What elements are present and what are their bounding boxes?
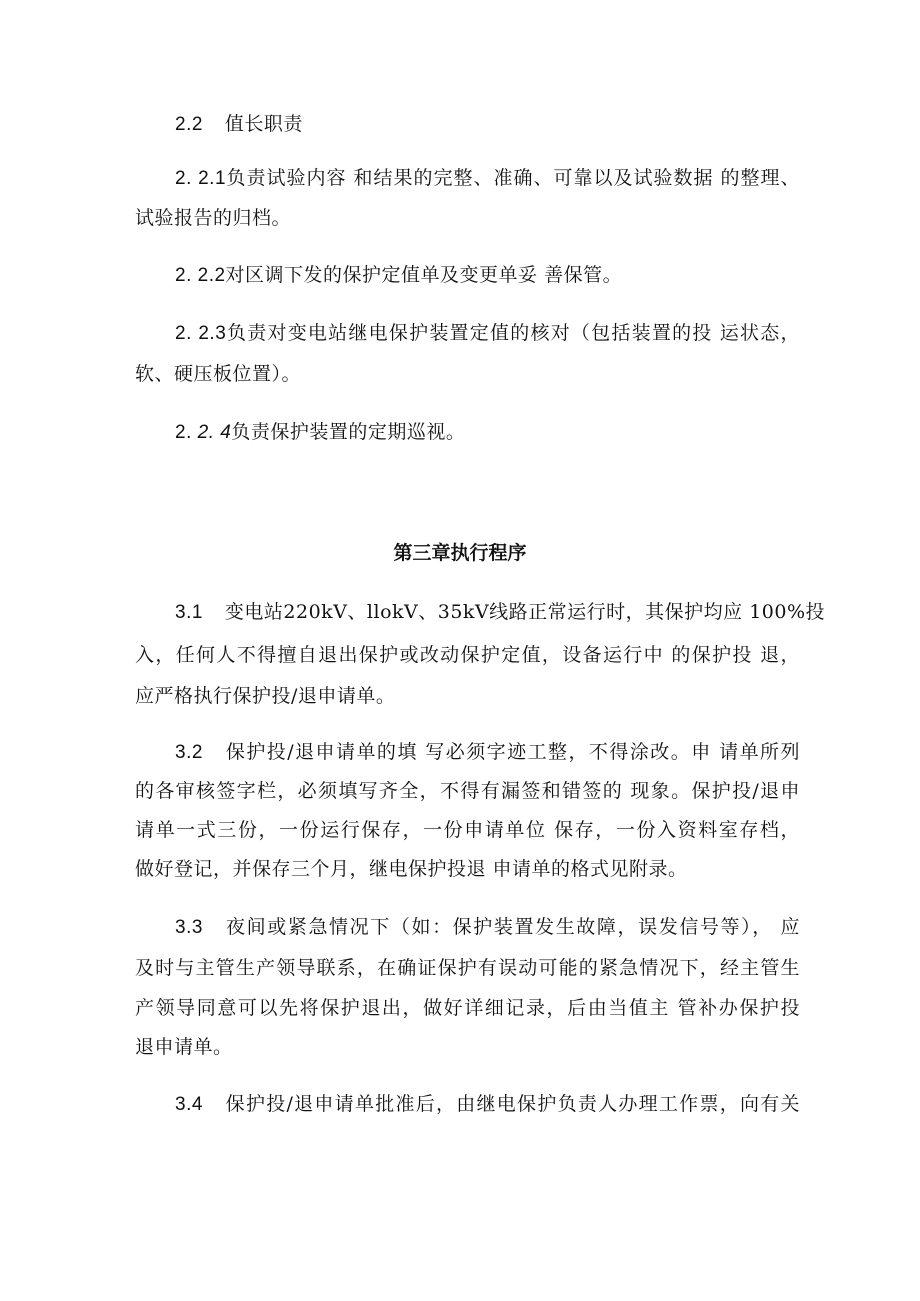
item-text: 保护投/退申请单批准后，由继电保护负责人办理工作票，向有关 — [224, 1093, 800, 1115]
section-number: 2.2 — [175, 114, 203, 135]
paragraph-3-3-line-4: 退申请单。 — [135, 1036, 233, 1058]
paragraph-2-2-2 — [175, 263, 840, 288]
paragraph-3-4-line-1 — [175, 1092, 800, 1117]
paragraph-2-2-1-line-2: 试验报告的归档。 — [135, 207, 292, 229]
paragraph-3-1-line-2: 入，任何人不得擅自退出保护或改动保护定值，设备运行中 的保护投 退， — [135, 644, 800, 666]
item-text: 保护投/退申请单的填 写必须字迹工整，不得涂改。申 请单所列 — [224, 741, 800, 763]
item-number: 3.2 — [175, 742, 203, 763]
section-heading-2-2 — [175, 112, 840, 137]
item-number: 3.4 — [175, 1094, 203, 1115]
paragraph-3-2-line-1 — [175, 740, 800, 765]
item-number: 2. 2.2 — [175, 265, 226, 286]
section-title: 值长职责 — [224, 113, 303, 135]
item-text: 对区调下发的保护定值单及变更单妥 善保管。 — [225, 264, 623, 286]
chapter-heading: 第三章执行程序 — [393, 542, 527, 564]
paragraph-2-2-4 — [175, 420, 840, 445]
paragraph-3-2-line-2: 的各审核签字栏，必须填写齐全，不得有漏签和错签的 现象。保护投/退申 — [135, 780, 800, 802]
item-number: 3.3 — [175, 917, 203, 938]
item-text: 变电站220kV、llokV、35kV线路正常运行时，其保护均应 100%投 — [224, 601, 826, 623]
paragraph-2-2-3-line-2: 软、硬压板位置）。 — [135, 363, 302, 385]
item-number-italic: 2. 4 — [197, 422, 232, 443]
paragraph-3-2-line-3: 请单一式三份，一份运行保存，一份申请单位 保存，一份入资料室存档， — [135, 819, 800, 841]
item-text: 负责对变电站继电保护装置定值的核对（包括装置的投 运状态， — [226, 322, 800, 344]
paragraph-2-2-3-line-1 — [175, 321, 800, 346]
item-number: 2. 2.1 — [175, 168, 227, 189]
item-number: 2. — [175, 422, 198, 443]
item-number: 3.1 — [175, 602, 203, 623]
paragraph-3-3-line-3: 产领导同意可以先将保护退出，做好详细记录，后由当值主 管补办保护投 — [135, 997, 800, 1019]
paragraph-3-1-line-1 — [175, 600, 826, 625]
paragraph-2-2-1-line-1 — [175, 166, 800, 191]
item-text: 夜间或紧急情况下（如：保护装置发生故障，误发信号等）， 应 — [224, 916, 800, 938]
paragraph-3-2-line-4: 做好登记，并保存三个月，继电保护投退 申请单的格式见附录。 — [135, 858, 688, 880]
item-number: 2. 2.3 — [175, 323, 227, 344]
paragraph-3-3-line-1 — [175, 915, 800, 940]
paragraph-3-1-line-3: 应严格执行保护投/退申请单。 — [135, 685, 396, 707]
item-text: 负责试验内容 和结果的完整、准确、可靠以及试验数据 的整理、 — [226, 167, 800, 189]
paragraph-3-3-line-2: 及时与主管生产领导联系，在确证保护有误动可能的紧急情况下，经主管生 — [135, 957, 800, 979]
item-text: 负责保护装置的定期巡视。 — [231, 421, 466, 443]
